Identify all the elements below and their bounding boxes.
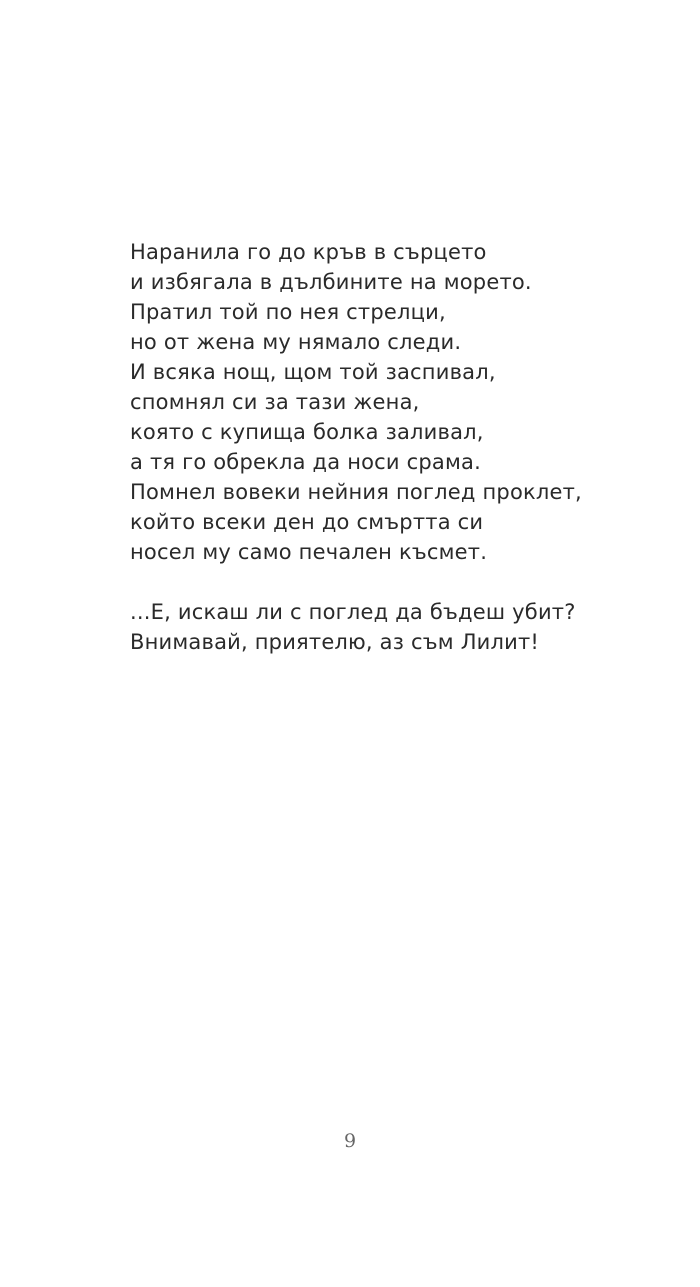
poem [130,237,670,657]
poem-line: Внимавай, приятелю, аз съм Лилит! [130,630,540,654]
page-number: 9 [343,1130,357,1152]
poem-line: а тя го обрекла да носи срама. [130,450,481,474]
stanza-2 [130,597,670,657]
poem-line: и избягала в дълбините на морето. [130,270,532,294]
poem-line: носел му само печален късмет. [130,540,488,564]
poem-line: който всеки ден до смъртта си [130,510,484,534]
poem-line: която с купища болка заливал, [130,420,484,444]
poem-line: ...Е, искаш ли с поглед да бъдеш убит? [130,600,576,624]
poem-line: И всяка нощ, щом той заспивал, [130,360,496,384]
poem-line: но от жена му нямало следи. [130,330,462,354]
poem-line: Пратил той по нея стрелци, [130,300,446,324]
poem-line: спомнял си за тази жена, [130,390,420,414]
poem-line: Наранила го до кръв в сърцето [130,240,487,264]
poem-line: Помнел вовеки нейния поглед проклет, [130,480,582,504]
stanza-1 [130,237,670,567]
